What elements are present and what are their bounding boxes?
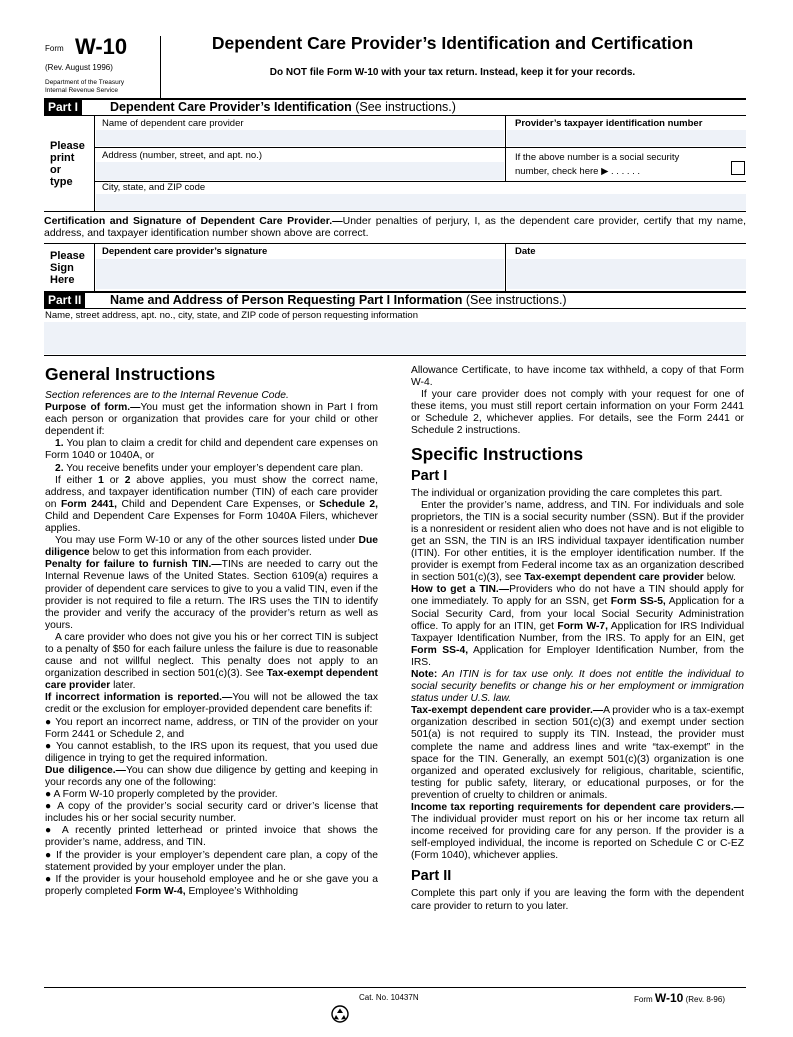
ssn-checkbox[interactable] xyxy=(731,161,745,175)
noncomply-paragraph: If your care provider does not comply with your request for one of these items, you must still report certain information on your Form 2441 or Schedule 2, whichever applies. For details, see the Form 2441 or Schedule 2 instructions. xyxy=(411,389,744,437)
sign-mid-divider xyxy=(505,243,506,291)
incorrect-bullet-2: ● You cannot establish, to the IRS upon its request, that you used due diligence in trying to get the required information. xyxy=(45,740,378,764)
how-to-get-tin-paragraph: How to get a TIN.—Providers who do not have a TIN should apply for one immediately. To apply for an SSN, get Form SS-5, Application for a Social Security Card, from your local Social Security Administration office. To apply for an ITIN, get Form W-7, Application for IRS Individual Taxpayer Identification Number, from the IRS. To apply for an EIN, get Form SS-4, Application for Employer Identification Number, from the IRS. xyxy=(411,584,744,668)
part1-left-divider xyxy=(94,115,95,211)
recycling-symbol-icon xyxy=(331,1005,349,1023)
sign-left-divider xyxy=(94,243,95,291)
form-number: W-10 xyxy=(75,34,128,59)
form-label: Form xyxy=(45,44,64,53)
signature-field[interactable] xyxy=(96,259,504,289)
tin-label: Provider’s taxpayer identification number xyxy=(515,118,703,129)
may-use-paragraph: You may use Form W-10 or any of the other sources listed under Due diligence below to get this information from each provider. xyxy=(45,535,378,559)
signature-label: Dependent care provider’s signature xyxy=(102,246,268,257)
ssn-check-text: If the above number is a social security number, check here ▶ . . . . . . xyxy=(515,152,680,177)
itin-note: Note: An ITIN is for tax use only. It does not entitle the individual to social security benefits or change his or her employment or immigration status under U.S. law. xyxy=(411,668,744,705)
part1-bottom-rule xyxy=(44,211,746,212)
enter-provider-paragraph: Enter the provider’s name, address, and TIN. For individuals and sole proprietors, the TIN is a social security number (SSN). But if the provider is a nonresident or resident alien who does not have and is not eligible to get an SSN, the TIN is an IRS individual taxpayer identification number (ITIN). For other entities, it is the employer identification number. If the provider is exempt from Federal income tax as an organization described in section 501(c)(3), see Tax-exempt dependent care provider below. xyxy=(411,499,744,584)
part1-title-rule xyxy=(44,115,746,116)
provider-name-label: Name of dependent care provider xyxy=(102,118,244,129)
income-tax-reporting-paragraph: Income tax reporting requirements for dependent care providers.—The individual provider must report on his or her income tax return all income received for providing care for any person. If the provider is a self-employed individual, the income is reported on Schedule C or C-EZ (Form 1040), whichever applies. xyxy=(411,802,744,862)
provider-name-field[interactable] xyxy=(96,130,504,146)
part1-mid-divider xyxy=(505,115,506,181)
due-bullet-3: ● A recently printed letterhead or printed invoice that shows the provider’s name, address, and TIN. xyxy=(45,825,378,849)
tax-exempt-paragraph: Tax-exempt dependent care provider.—A provider who is a tax-exempt organization described in section 501(c)(3) and exempt under section 501(a) is not required to supply its TIN. Instead, the provider must complete the name and address lines and write “tax-exempt” in the space for the TIN. Generally, an exempt 501(c)(3) organization is one organized and operated exclusively for religious, charitable, scientific, testing for public safety, literary, or educational purposes, or for the prevention of cruelty to children or animals. xyxy=(411,705,744,801)
department-label xyxy=(45,79,124,95)
part1-title: Dependent Care Provider’s Identification (See instructions.) xyxy=(110,100,456,114)
name-rule xyxy=(94,147,505,148)
specific-part1-heading: Part I xyxy=(411,467,448,484)
either-applies-paragraph: If either 1 or 2 above applies, you must show the correct name, address, and taxpayer identification number (TIN) of each care provider on Form 2441, Child and Dependent Care Expenses, or Schedule 2, Child and Dependent Care Expenses for Form 1040A Filers, whichever applies. xyxy=(45,474,379,535)
section-references: Section references are to the Internal Revenue Code. xyxy=(45,390,289,401)
footer-form-id: Form W-10 (Rev. 8-96) xyxy=(634,991,725,1005)
part2-title: Name and Address of Person Requesting Part I Information (See instructions.) xyxy=(110,293,567,307)
due-diligence-paragraph: Due diligence.—You can show due diligence by getting and keeping in your records any one of the following: xyxy=(45,764,378,788)
general-instructions-heading: General Instructions xyxy=(45,364,216,384)
specific-instructions-column xyxy=(411,365,744,913)
specific-part2-heading: Part II xyxy=(411,868,452,885)
specific-part1-intro: The individual or organization providing the care completes this part. xyxy=(411,487,723,499)
city-state-zip-field[interactable] xyxy=(96,194,746,210)
tin-field[interactable] xyxy=(507,130,746,146)
purpose-item-2: 2. You receive benefits under your employer’s dependent care plan. xyxy=(55,462,364,474)
certification-statement: Certification and Signature of Dependent Care Provider.—Under penalties of perjury, I, as the dependent care provider, certify that my name, address, and taxpayer identification number shown above are correct. xyxy=(44,215,746,239)
address-label: Address (number, street, and apt. no.) xyxy=(102,150,263,161)
due-bullet-4: ● If the provider is your employer’s dependent care plan, a copy of the statement provided by your employer under the plan. xyxy=(45,849,378,873)
requester-label: Name, street address, apt. no., city, state, and ZIP code of person requesting information xyxy=(45,310,418,321)
form-title: Dependent Care Provider’s Identification and Certification xyxy=(211,33,694,53)
purpose-item-1: 1. You plan to claim a credit for child and dependent care expenses on Form 1040 or 1040A, or xyxy=(45,438,378,462)
part2-tag: Part II xyxy=(44,293,85,308)
incorrect-bullet-1: ● You report an incorrect name, address, or TIN of the provider on your Form 2441 or Schedule 2, and xyxy=(45,716,378,740)
specific-part2-text: Complete this part only if you are leaving the form with the dependent care provider to return to you later. xyxy=(411,888,744,912)
form-subtitle: Do NOT file Form W-10 with your tax return. Instead, keep it for your records. xyxy=(269,67,636,78)
tin-rule xyxy=(505,147,746,148)
footer-rule xyxy=(44,987,746,988)
w4-continued-paragraph: Allowance Certificate, to have income tax withheld, a copy of that Form W-4. xyxy=(411,365,744,389)
purpose-paragraph: Purpose of form.—You must get the information shown in Part I from each person or organization that provides care for your child or other dependent if: xyxy=(45,402,378,438)
part1-tag: Part I xyxy=(44,100,82,115)
please-print-label: Please print or type xyxy=(50,140,85,188)
city-state-zip-label: City, state, and ZIP code xyxy=(102,182,206,193)
penalty-paragraph: Penalty for failure to furnish TIN.—TINs are needed to carry out the Internal Revenue laws of the United States. Section 6109(a) requires a provider of dependent care services to give to you a valid TIN, even if the provider is not required to file a return. The IRS uses the TIN to identify the provider and verify the accuracy of the provider’s return as well as yours. xyxy=(45,559,378,631)
incorrect-info-paragraph: If incorrect information is reported.—You will not be allowed the tax credit or the exclusion for employer-provided dependent care benefits if: xyxy=(45,692,379,716)
address-field[interactable] xyxy=(96,162,504,180)
care-provider-penalty-paragraph: A care provider who does not give you his or her correct TIN is subject to a penalty of $50 for each failure unless the failure is due to reasonable cause and not willful neglect. This penalty does not apply to an organization described in section 501(c)(3). See Tax-exempt dependent care provider later. xyxy=(45,631,378,692)
catalog-number: Cat. No. 10437N xyxy=(359,993,419,1002)
specific-instructions-heading: Specific Instructions xyxy=(411,443,584,464)
header-divider xyxy=(160,36,161,98)
due-bullet-1: ● A Form W-10 properly completed by the provider. xyxy=(45,789,278,801)
revision-date: (Rev. August 1996) xyxy=(45,63,113,72)
department-treasury: Department of the Treasury xyxy=(45,79,125,86)
date-label: Date xyxy=(515,246,536,257)
date-field[interactable] xyxy=(507,259,746,289)
cert-rule xyxy=(44,243,746,244)
part2-title-rule xyxy=(44,308,746,309)
please-sign-here-label: Please Sign Here xyxy=(50,250,85,286)
department-irs: Internal Revenue Service xyxy=(45,87,118,94)
due-bullet-2: ● A copy of the provider’s social security card or driver’s license that includes his or her social security number. xyxy=(45,801,378,825)
due-bullet-5: ● If the provider is your household employee and he or she gave you a properly completed Form W-4, Employee’s Withholding xyxy=(45,873,378,897)
part2-bottom-rule xyxy=(44,355,746,356)
requester-field[interactable] xyxy=(44,322,746,354)
general-instructions-column xyxy=(45,360,378,898)
